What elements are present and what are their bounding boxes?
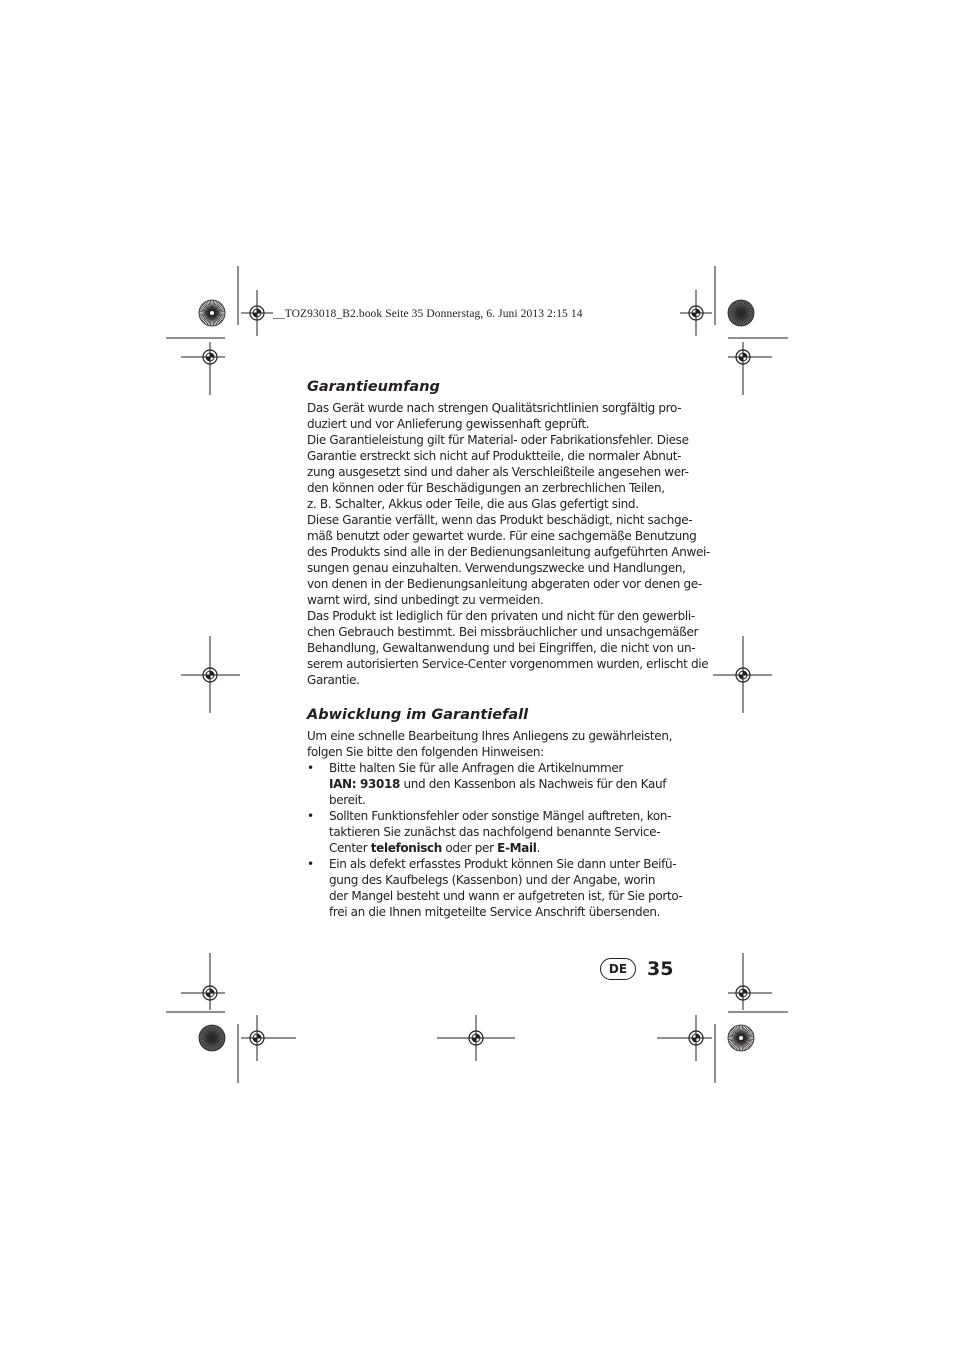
list-item — [307, 760, 679, 808]
text-line: Diese Garantie verfällt, wenn das Produkt beschädigt, nicht sachge- — [307, 513, 693, 527]
bullet-icon: • — [307, 809, 314, 823]
section-garantieumfang — [307, 378, 710, 688]
text-line: serem autorisierten Service-Center vorgenommen wurden, erlischt die — [307, 657, 709, 671]
file-header-line: __TOZ93018_B2.book Seite 35 Donnerstag, 6. Juni 2013 2:15 14 — [273, 308, 583, 320]
text-line: von denen in der Bedienungsanleitung abgeraten oder vor denen ge- — [307, 577, 702, 591]
text-line: chen Gebrauch bestimmt. Bei missbräuchlicher und unsachgemäßer — [307, 625, 699, 639]
bullet-icon: • — [307, 857, 314, 871]
text-line: z. B. Schalter, Akkus oder Teile, die aus Glas gefertigt sind. — [307, 497, 639, 511]
color-bar-circle-icon — [199, 1025, 225, 1051]
text-line: gung des Kaufbelegs (Kassenbon) und der Angabe, worin — [329, 873, 656, 887]
email-emphasis: E-Mail — [497, 841, 537, 855]
section-title: Abwicklung im Garantiefall — [307, 707, 529, 723]
text-line: des Produkts sind alle in der Bedienungsanleitung aufgeführten Anwei- — [307, 545, 710, 559]
text-line: den können oder für Beschädigungen an zerbrechlichen Teilen, — [307, 481, 665, 495]
text-line: Bitte halten Sie für alle Anfragen die Artikelnummer — [329, 761, 623, 775]
page-footer — [600, 958, 673, 980]
section-body — [307, 400, 710, 688]
text-line: folgen Sie bitte den folgenden Hinweisen: — [307, 745, 544, 759]
text-line: Das Produkt ist lediglich für den privaten und nicht für den gewerbli- — [307, 609, 695, 623]
text-fragment: oder per — [441, 841, 498, 855]
instruction-list — [307, 760, 683, 920]
text-fragment: Center — [329, 841, 371, 855]
language-badge: DE — [600, 958, 636, 980]
section-title: Garantieumfang — [307, 379, 440, 395]
text-line: taktieren Sie zunächst das nachfolgend benannte Service- — [329, 825, 661, 839]
text-line: Ein als defekt erfasstes Produkt können Sie dann unter Beifü- — [329, 857, 677, 871]
bullet-icon: • — [307, 761, 314, 775]
text-line: mäß benutzt oder gewartet wurde. Für eine sachgemäße Benutzung — [307, 529, 697, 543]
text-line: duziert und vor Anlieferung gewissenhaft geprüft. — [307, 417, 590, 431]
text-line: Garantie erstreckt sich nicht auf Produktteile, die normaler Abnut- — [307, 449, 682, 463]
text-line: zung ausgesetzt sind und daher als Verschleißteile angesehen wer- — [307, 465, 689, 479]
text-line: warnt wird, sind unbedingt zu vermeiden. — [307, 593, 544, 607]
phone-emphasis: telefonisch — [370, 841, 442, 855]
text-line: frei an die Ihnen mitgeteilte Service Anschrift übersenden. — [329, 905, 661, 919]
text-line: der Mangel besteht und wann er aufgetreten ist, für Sie porto- — [329, 889, 683, 903]
text-line: Die Garantieleistung gilt für Material- oder Fabrikationsfehler. Diese — [307, 433, 689, 447]
registration-star-icon — [199, 300, 225, 326]
section-abwicklung — [307, 706, 683, 920]
text-line: Garantie. — [307, 673, 360, 687]
text-line — [329, 840, 679, 856]
page-content — [307, 378, 710, 920]
list-item — [307, 808, 679, 856]
text-line: bereit. — [329, 793, 366, 807]
text-line: Das Gerät wurde nach strengen Qualitätsrichtlinien sorgfältig pro- — [307, 401, 682, 415]
registration-star-icon — [728, 1025, 754, 1051]
text-line: Behandlung, Gewaltanwendung und bei Eingriffen, die nicht von un- — [307, 641, 696, 655]
text-line: Sollten Funktionsfehler oder sonstige Mängel auftreten, kon- — [329, 809, 672, 823]
text-line — [329, 776, 679, 792]
text-line: Um eine schnelle Bearbeitung Ihres Anliegens zu gewährleisten, — [307, 729, 673, 743]
text-line: sungen genau einzuhalten. Verwendungszwecke und Handlungen, — [307, 561, 686, 575]
text-fragment: und den Kassenbon als Nachweis für den Kauf — [400, 777, 667, 791]
text-fragment: . — [536, 841, 540, 855]
list-item — [307, 856, 683, 920]
page-number: 35 — [647, 958, 674, 980]
color-bar-circle-icon — [728, 300, 754, 326]
article-number: IAN: 93018 — [329, 777, 401, 791]
